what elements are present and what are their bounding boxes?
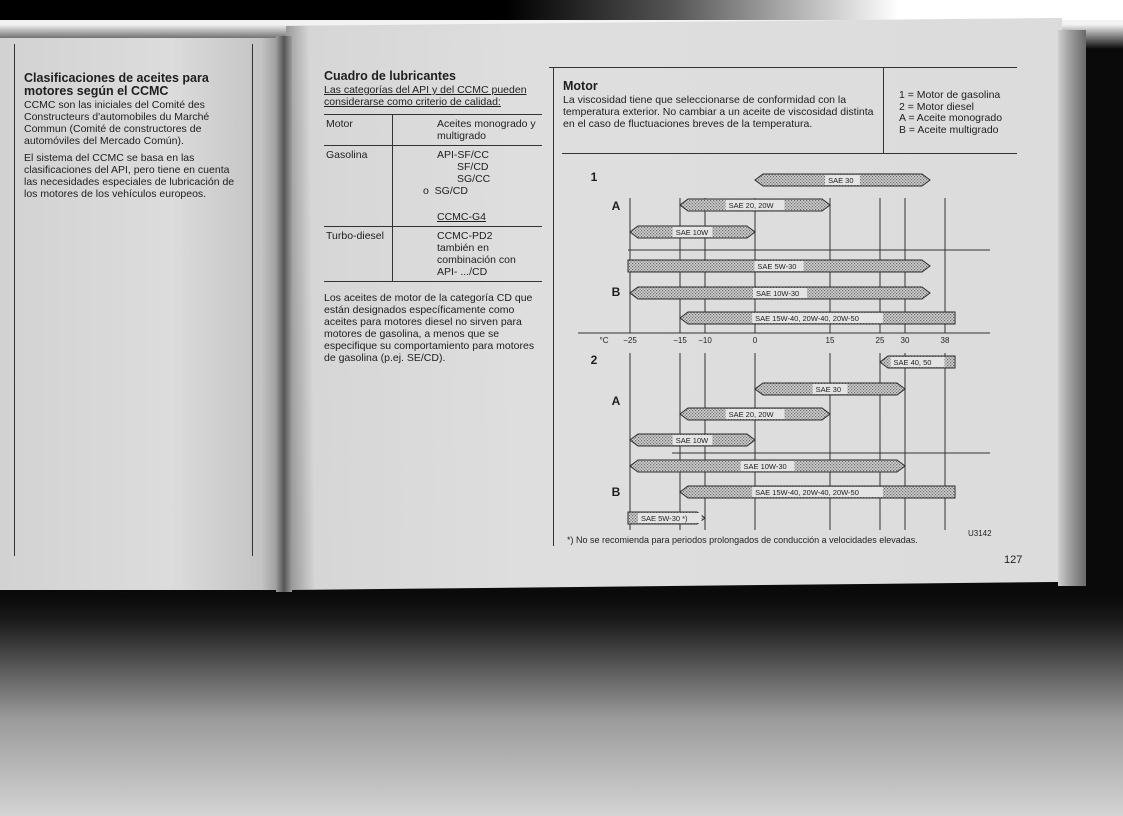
legend-item: A = Aceite monogrado [899,112,1003,124]
bar-label: SAE 30 [815,385,842,394]
figure-code: U3142 [968,529,992,538]
left-column-rule [252,44,253,556]
ccmc-paragraph-2: El sistema del CCMC se basa en las clasificaciones del API, pero tiene en cuenta las necesidades especiales de lubricación de los motores de los vehículos europeos. [24,152,235,200]
ccmc-section [24,72,239,205]
grade-line: API-SF/CC [437,149,489,161]
page-number: 127 [1004,554,1023,566]
middle-column-rule [553,68,554,546]
lubricant-heading: Cuadro de lubricantes [324,69,456,83]
ccmc-paragraph-1: CCMC son las iniciales del Comité des Constructeurs d'automobiles du Marché Commun (Comité de constructores de automóviles del Mercado Común). [24,99,210,147]
tick-label: −10 [698,336,712,345]
bar-label: SAE 30 [828,176,854,185]
bar-label: SAE 10W [675,228,709,237]
legend-item: 1 = Motor de gasolina [899,89,1001,101]
grade-line: API- .../CD [437,266,488,278]
bar-label: SAE 10W [675,436,709,445]
grade-line: CCMC-PD2 [437,230,493,242]
table-header-motor: Motor [324,115,393,146]
motor-text: La viscosidad tiene que seleccionarse de conformidad con la temperatura exterior. No cambiar a un aceite de viscosidad distinta en el caso de fluctuaciones breves de la temperatura. [563,94,874,130]
tick-label: 15 [825,336,835,345]
table-row [324,146,542,227]
bar-label: SAE 15W-40, 20W-40, 20W-50 [755,488,859,497]
table-row [324,115,542,146]
bar-label: SAE 5W-30 [757,262,797,271]
background-top [0,0,1123,20]
book-gutter [276,36,292,592]
motor-title: Motor [563,79,598,93]
tick-label: −15 [673,336,687,345]
motor-bottom-rule [562,153,1017,154]
bar-label: SAE 20, 20W [728,201,774,210]
tick-label: −25 [623,336,637,345]
table-header-oils: Aceites monogrado y multigrado [393,115,543,146]
grade-line: también en [437,242,489,254]
grade-line-ccmc: CCMC-G4 [437,211,486,223]
engine-group-label: 2 [590,353,598,367]
table-cell-turbo-grades [393,227,543,282]
tick-label: 0 [752,336,758,345]
footnote: *) No se recomienda para periodos prolongados de conducción a velocidades elevadas. [567,535,918,545]
table-cell-gasolina-grades [393,146,543,227]
oil-type-label: A [611,199,621,213]
lubricant-subheading: Las categorías del API y del CCMC pueden considerarse como criterio de calidad: [324,84,527,108]
grade-line: SF/CD [457,161,489,173]
tick-label: 25 [875,336,885,345]
oil-type-label: A [611,394,621,408]
grade-line: o SG/CD [423,185,468,197]
motor-top-rule [549,67,1017,68]
viscosity-chart [560,158,1000,534]
oil-type-label: B [611,485,621,499]
legend-item: B = Aceite multigrado [899,123,999,136]
bar-label: SAE 10W-30 [756,289,800,298]
bar-label: SAE 10W-30 [743,462,787,471]
grade-line: combinación con [437,254,516,266]
bar-label: SAE 15W-40, 20W-40, 20W-50 [755,314,859,323]
left-margin-rule [14,44,15,556]
table-cell-gasolina: Gasolina [324,146,393,227]
tick-label: 38 [940,336,950,345]
cd-oil-note: Los aceites de motor de la categoría CD que están designados específicamente como aceites para motores diesel no sirven para motores de gasolina, a menos que se especifique su comportamiento para motores de gasolina (p.ej. SE/CD). [324,292,535,364]
lubricant-table [324,114,542,282]
grade-line: SG/CC [457,173,491,185]
bar-label: SAE 5W-30 *) [641,514,688,523]
page-edge [1058,30,1086,586]
lubricant-section [324,70,544,364]
engine-group-label: 1 [590,170,598,184]
legend-item: 2 = Motor diesel [899,100,974,113]
oil-type-label: B [611,285,621,299]
legend-divider [883,67,884,153]
bar-label: SAE 20, 20W [728,410,774,419]
bar-label: SAE 40, 50 [893,358,932,367]
ccmc-heading: Clasificaciones de aceites para motores según el CCMC [24,71,209,98]
legend [899,90,1002,136]
motor-section [563,80,883,130]
tick-label: 30 [900,336,910,345]
axis-unit-label: °C [599,336,609,345]
table-row [324,227,542,282]
table-cell-turbo: Turbo-diesel [324,227,393,282]
